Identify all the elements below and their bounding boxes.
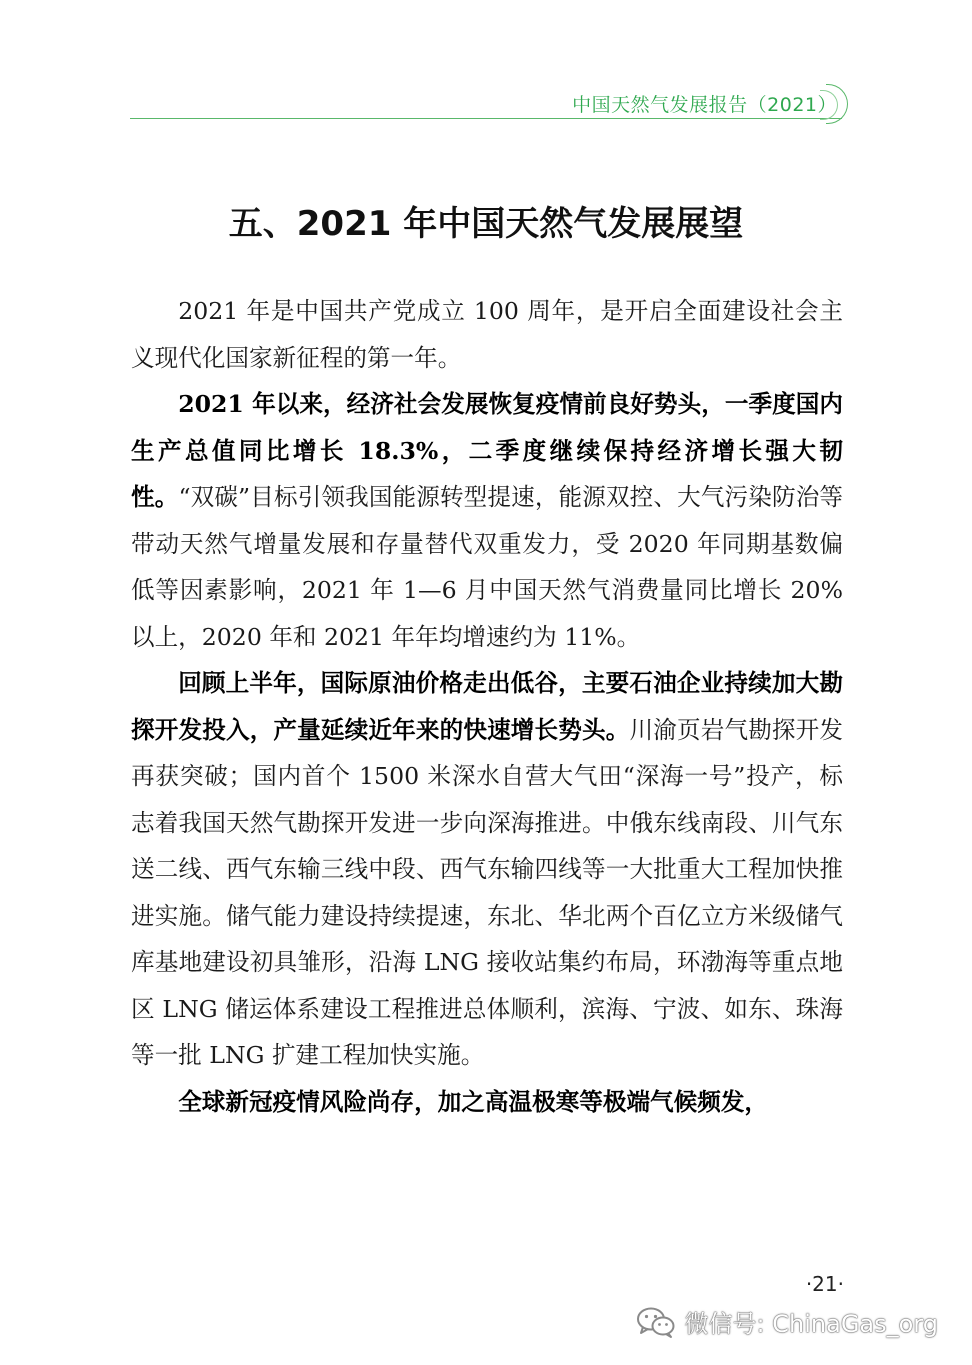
wechat-icon: [635, 1305, 677, 1339]
header-title: 中国天然气发展报告（2021）: [572, 94, 837, 116]
paragraph-2-text: “双碳”目标引领我国能源转型提速，能源双控、大气污染防治等带动天然气增量发展和存量替代双重发力，受 2020 年同期基数偏低等因素影响，2021 年 1—6 月中国天然气消费量同比增长 20% 以上，2020 年和 2021 年年均增速约为 11%。: [131, 483, 844, 651]
watermark: [635, 1304, 938, 1339]
paragraph-4-bold: 全球新冠疫情风险尚存，加之高温极寒等极端气候频发，: [178, 1087, 769, 1116]
paragraph-1-text: 2021 年是中国共产党成立 100 周年，是开启全面建设社会主义现代化国家新征程的第一年。: [131, 297, 843, 372]
header-rule: [130, 118, 842, 119]
paragraph-3-bold: 回顾上半年，国际原油价格走出低谷，主要石油企业持续加大勘探开发投入，产量延续近年来的快速增长势头。: [131, 669, 843, 744]
section-heading: 五、2021 年中国天然气发展展望: [228, 204, 744, 244]
paragraph-4: [131, 1079, 843, 1126]
paragraph-2-bold: 2021 年以来，经济社会发展恢复疫情前良好势头，一季度国内生产总值同比增长 18.3%，二季度继续保持经济增长强大韧性。: [131, 390, 843, 511]
body-text: [131, 288, 843, 1125]
paragraph-1: [131, 288, 843, 381]
page-number: ·21·: [805, 1272, 844, 1296]
paragraph-3-text: 川渝页岩气勘探开发再获突破；国内首个 1500 米深水自营大气田“深海一号”投产，标志着我国天然气勘探开发进一步向深海推进。中俄东线南段、川气东送二线、西气东输三线中段、西气东输四线等一大批重大工程加快推进实施。储气能力建设持续提速，东北、华北两个百亿立方米级储气库基地建设初具雏形，沿海 LNG 接收站集约布局，环渤海等重点地区 LNG 储运体系建设工程推进总体顺利，滨海、宁波、如东、珠海等一批 LNG 扩建工程加快实施。: [131, 715, 843, 1069]
paragraph-3: [131, 660, 843, 1079]
watermark-text: 微信号: ChinaGas_org: [684, 1310, 938, 1338]
paragraph-2: [131, 381, 843, 660]
